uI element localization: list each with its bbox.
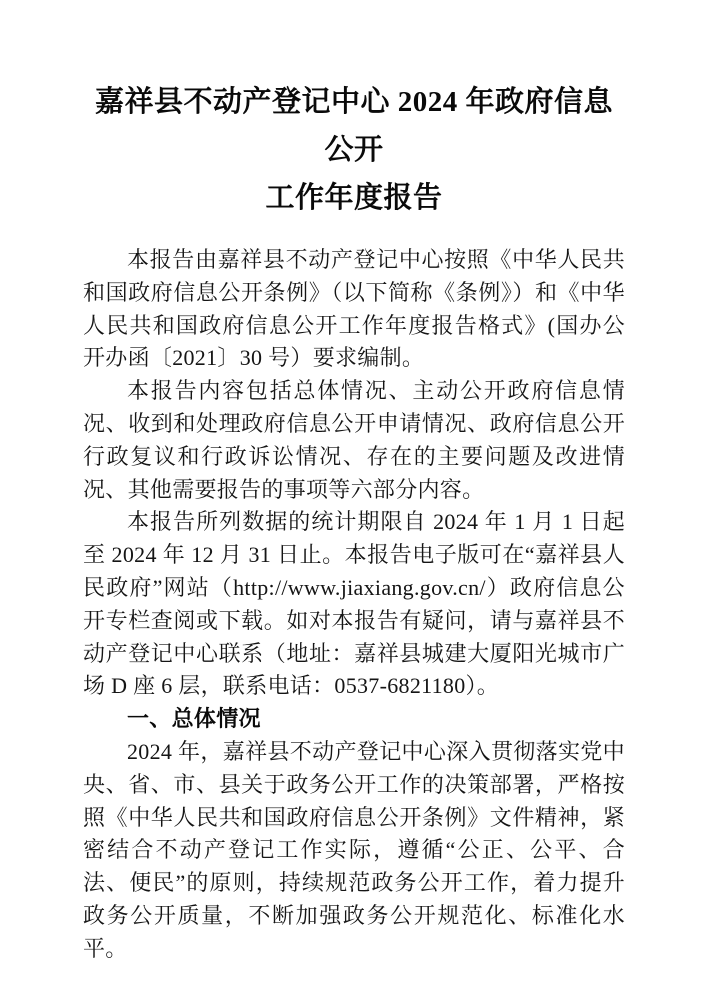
- paragraph-statistics-period-and-contact: 本报告所列数据的统计期限自 2024 年 1 月 1 日起至 2024 年 12 月 31 日止。本报告电子版可在“嘉祥县人民政府”网站（http://www.jiaxiang.gov.cn/）政府信息公开专栏查阅或下载。如对本报告有疑问，请与嘉祥县不动产登记中心联系（地址：嘉祥县城建大厦阳光城市广场 D 座 6 层，联系电话：0537-6821180）。: [83, 509, 625, 699]
- paragraph-overall-situation: 2024 年，嘉祥县不动产登记中心深入贯彻落实党中央、省、市、县关于政务公开工作的决策部署，严格按照《中华人民共和国政府信息公开条例》文件精神，紧密结合不动产登记工作实际，遵循“公正、公平、合法、便民”的原则，持续规范政务公开工作，着力提升政务公开质量，不断加强政务公开规范化、标准化水平。: [83, 738, 625, 961]
- document-title-line-1: 嘉祥县不动产登记中心 2024 年政府信息公开: [94, 86, 613, 166]
- document-title-line-2: 工作年度报告: [265, 182, 443, 214]
- section-heading-overall-situation: 一、总体情况: [127, 706, 261, 732]
- document-title: [83, 78, 625, 222]
- paragraph-compilation-basis: 本报告由嘉祥县不动产登记中心按照《中华人民共和国政府信息公开条例》（以下简称《条例》）和《中华人民共和国政府信息公开工作年度报告格式》(国办公开办函〔2021〕30 号）要求编制。: [83, 247, 625, 371]
- paragraph-report-contents: 本报告内容包括总体情况、主动公开政府信息情况、收到和处理政府信息公开申请情况、政府信息公开行政复议和行政诉讼情况、存在的主要问题及改进情况、其他需要报告的事项等六部分内容。: [83, 378, 625, 502]
